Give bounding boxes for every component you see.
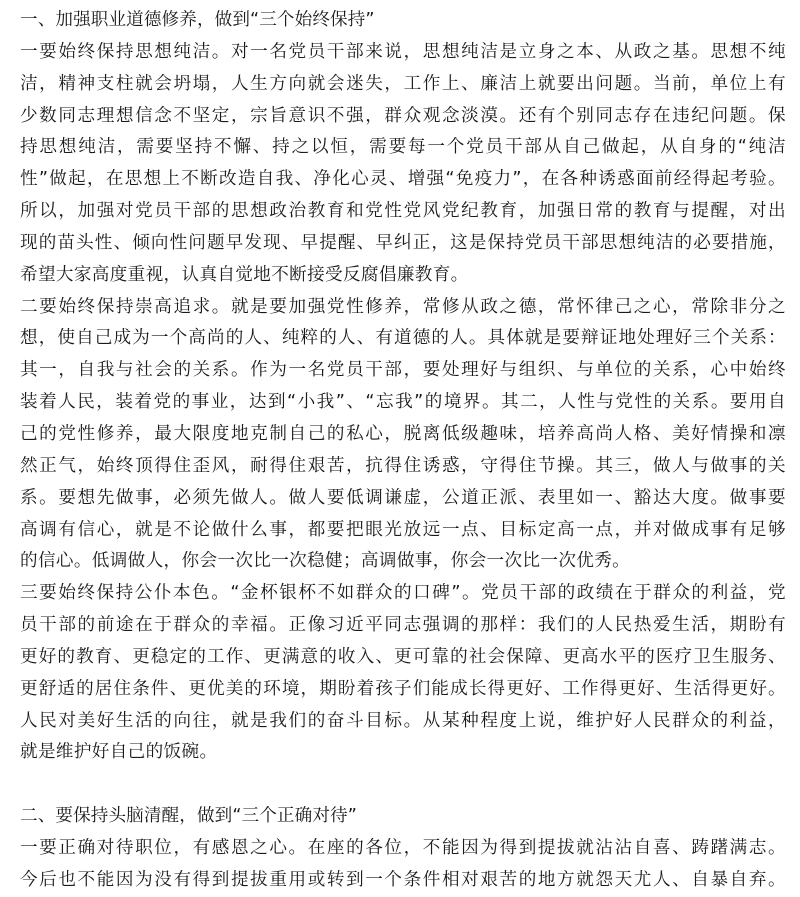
text-line: 员干部的前途在于群众的幸福。正像习近平同志强调的那样：我们的人民热爱生活，期盼有 (20, 615, 786, 636)
text-line: 更舒适的居住条件、更优美的环境，期盼着孩子们能成长得更好、工作得更好、生活得更好。 (20, 678, 786, 699)
text-line: 现的苗头性、倾向性问题早发现、早提醒、早纠正，这是保持党员干部思想纯洁的必要措施， (20, 232, 786, 253)
paragraph-lofty-pursuit (20, 292, 786, 579)
document-body (20, 5, 786, 897)
text-line: 系。要想先做事，必须先做人。做人要低调谦虚，公道正派、表里如一、豁达大度。做事要 (20, 487, 786, 508)
text-line: 然正气，始终顶得住歪风，耐得住艰苦，抗得住诱惑，守得住节操。其三，做人与做事的关 (20, 455, 786, 476)
text-line: 三要始终保持公仆本色。“金杯银杯不如群众的口碑”。党员干部的政绩在于群众的利益，党 (20, 583, 786, 604)
text-line: 想，使自己成为一个高尚的人、纯粹的人、有道德的人。具体就是要辩证地处理好三个关系： (20, 328, 786, 349)
paragraph-thought-purity (20, 37, 786, 292)
text-line: 少数同志理想信念不坚定，宗旨意识不强，群众观念淡漠。还有个别同志存在违纪问题。保 (20, 105, 786, 126)
text-line: 一要正确对待职位，有感恩之心。在座的各位，不能因为得到提拔就沾沾自喜、踌躇满志。 (20, 837, 786, 858)
section-heading: 二、要保持头脑清醒，做到“三个正确对待” (20, 806, 357, 827)
text-line: 人民对美好生活的向往，就是我们的奋斗目标。从某种程度上说，维护好人民群众的利益， (20, 710, 786, 731)
text-line: 其一，自我与社会的关系。作为一名党员干部，要处理好与组织、与单位的关系，心中始终 (20, 360, 786, 381)
text-line: 洁，精神支柱就会坍塌，人生方向就会迷失，工作上、廉洁上就要出问题。当前，单位上有 (20, 73, 786, 94)
section-heading: 一、加强职业道德修养，做到“三个始终保持” (20, 10, 375, 30)
text-line: 的信心。低调做人，你会一次比一次稳健；高调做事，你会一次比一次优秀。 (20, 551, 631, 572)
text-line: 所以，加强对党员干部的思想政治教育和党性党风党纪教育，加强日常的教育与提醒，对出 (20, 201, 786, 222)
text-line: 希望大家高度重视，认真自觉地不断接受反腐倡廉教育。 (20, 264, 469, 285)
text-line: 二要始终保持崇高追求。就是要加强党性修养，常修从政之德，常怀律己之心，常除非分之 (20, 296, 786, 317)
text-line: 装着人民，装着党的事业，达到“小我”、“忘我”的境界。其二，人性与党性的关系。要用自 (20, 392, 786, 413)
text-line: 持思想纯洁，需要坚持不懈、持之以恒，需要每一个党员干部从自己做起，从自身的“纯洁 (20, 137, 786, 158)
paragraph-public-servant (20, 578, 786, 769)
text-line: 更好的教育、更稳定的工作、更满意的收入、更可靠的社会保障、更高水平的医疗卫生服务、 (20, 646, 786, 667)
paragraph-spacer (20, 769, 786, 801)
text-line: 今后也不能因为没有得到提拔重用或转到一个条件相对艰苦的地方就怨天尤人、自暴自弃。 (20, 869, 786, 890)
text-line: 一要始终保持思想纯洁。对一名党员干部来说，思想纯洁是立身之本、从政之基。思想不纯 (20, 41, 786, 62)
text-line: 己的党性修养，最大限度地克制自己的私心，脱离低级趣味，培养高尚人格、美好情操和凛 (20, 423, 786, 444)
text-line: 就是维护好自己的饭碗。 (20, 742, 218, 763)
text-line: 高调有信心，就是不论做什么事，都要把眼光放远一点、目标定高一点，并对做成事有足够 (20, 519, 786, 540)
paragraph-treat-position (20, 833, 786, 897)
text-line: 性”做起，在思想上不断改造自我、净化心灵、增强“免疫力”，在各种诱惑面前经得起考验。 (20, 169, 786, 190)
